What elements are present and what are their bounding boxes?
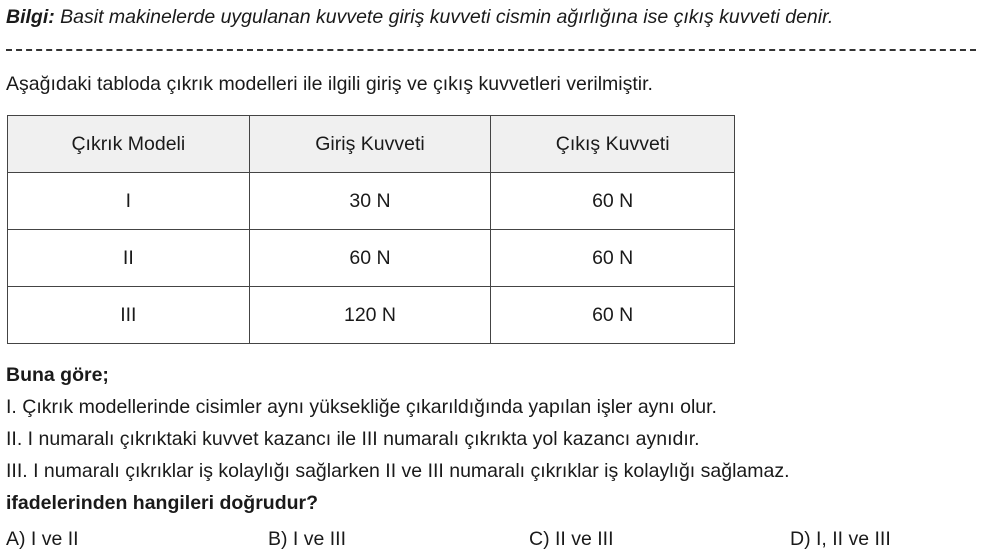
info-note	[6, 6, 833, 29]
cell-output-force: 60 N	[491, 173, 735, 230]
header-input-force: Giriş Kuvveti	[249, 116, 491, 173]
intro-text: Aşağıdaki tabloda çıkrık modelleri ile ilgili giriş ve çıkış kuvvetleri verilmiştir.	[6, 73, 653, 95]
option-c[interactable]: C) II ve III	[529, 528, 614, 550]
option-b[interactable]: B) I ve III	[268, 528, 347, 550]
table-row	[8, 230, 735, 287]
info-label: Bilgi:	[6, 6, 55, 28]
cell-input-force: 60 N	[249, 230, 491, 287]
table-row	[8, 287, 735, 344]
cell-input-force: 120 N	[249, 287, 491, 344]
statement-1: I. Çıkrık modellerinde cisimler aynı yüksekliğe çıkarıldığında yapılan işler aynı olur.	[6, 396, 717, 418]
table-header-row	[8, 116, 735, 173]
cell-output-force: 60 N	[491, 230, 735, 287]
header-model: Çıkrık Modeli	[8, 116, 250, 173]
cell-model: I	[8, 173, 250, 230]
table-row	[8, 173, 735, 230]
statement-2: II. I numaralı çıkrıktaki kuvvet kazancı ile III numaralı çıkrıkta yol kazancı aynıdır.	[6, 428, 700, 450]
crank-models-table	[7, 115, 735, 344]
question-prompt: ifadelerinden hangileri doğrudur?	[6, 492, 319, 514]
option-a[interactable]: A) I ve II	[6, 528, 79, 550]
cell-input-force: 30 N	[249, 173, 491, 230]
cell-model: III	[8, 287, 250, 344]
dashed-divider	[6, 49, 976, 51]
cell-model: II	[8, 230, 250, 287]
statement-3: III. I numaralı çıkrıklar iş kolaylığı sağlarken II ve III numaralı çıkrıklar iş kolaylığı sağlamaz.	[6, 460, 790, 482]
info-text: Basit makinelerde uygulanan kuvvete giriş kuvveti cismin ağırlığına ise çıkış kuvveti denir.	[54, 6, 834, 28]
header-output-force: Çıkış Kuvveti	[491, 116, 735, 173]
question-lead: Buna göre;	[6, 364, 109, 386]
cell-output-force: 60 N	[491, 287, 735, 344]
option-d[interactable]: D) I, II ve III	[790, 528, 891, 550]
